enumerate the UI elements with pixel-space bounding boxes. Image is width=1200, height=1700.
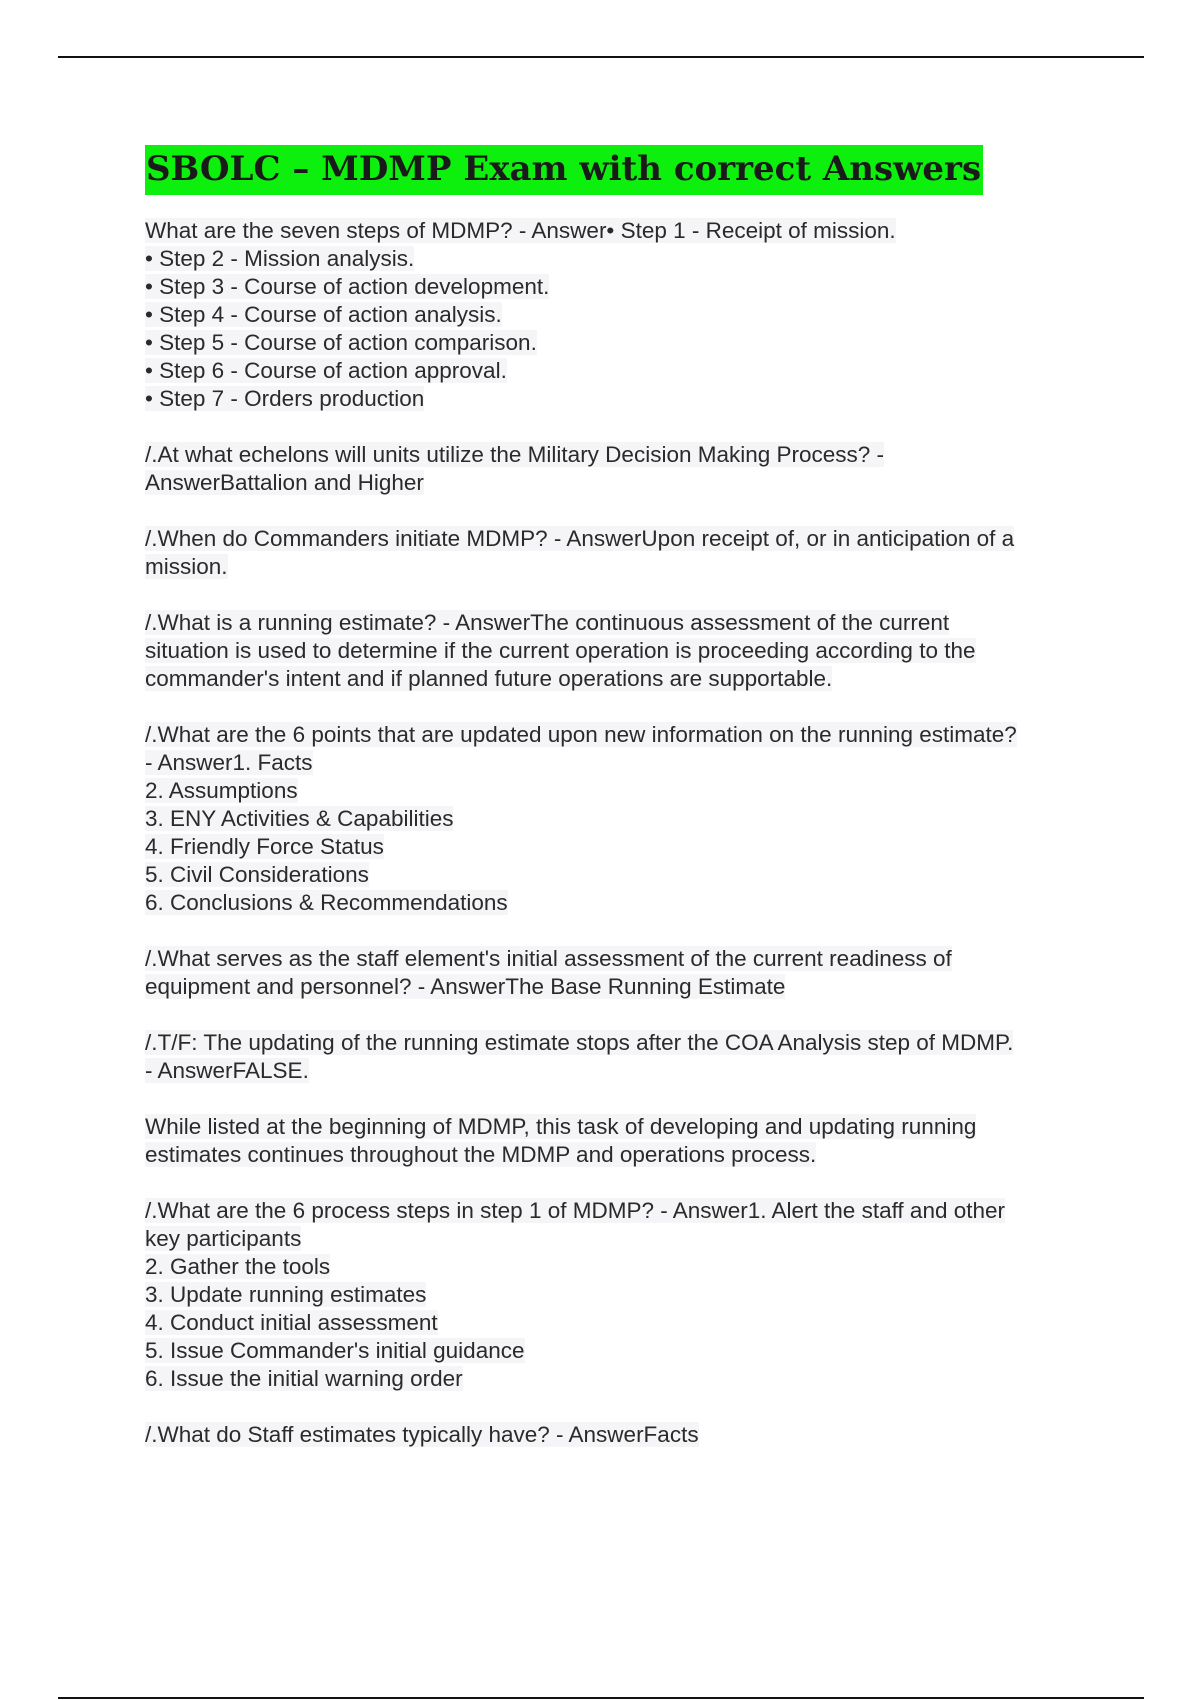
qa-line: AnswerBattalion and Higher — [145, 470, 424, 495]
qa-item — [145, 1197, 1095, 1393]
qa-line: 4. Conduct initial assessment — [145, 1310, 438, 1335]
qa-line: mission. — [145, 554, 228, 579]
qa-line: /.What are the 6 points that are updated upon new information on the running estimate? — [145, 722, 1017, 747]
qa-item — [145, 1113, 1095, 1169]
qa-item — [145, 525, 1095, 581]
qa-line: 2. Assumptions — [145, 778, 298, 803]
qa-line: - Answer1. Facts — [145, 750, 313, 775]
qa-item — [145, 441, 1095, 497]
qa-line: estimates continues throughout the MDMP and operations process. — [145, 1142, 817, 1167]
qa-line: • Step 5 - Course of action comparison. — [145, 330, 537, 355]
qa-line: /.What is a running estimate? - AnswerThe continuous assessment of the current — [145, 610, 950, 635]
header-rule — [58, 56, 1144, 58]
qa-item — [145, 721, 1095, 917]
qa-line: • Step 3 - Course of action development. — [145, 274, 550, 299]
qa-item — [145, 609, 1095, 693]
qa-line: 4. Friendly Force Status — [145, 834, 384, 859]
qa-line: 6. Issue the initial warning order — [145, 1366, 463, 1391]
qa-line: /.What serves as the staff element's initial assessment of the current readiness of — [145, 946, 952, 971]
qa-line: 3. Update running estimates — [145, 1282, 427, 1307]
qa-line: While listed at the beginning of MDMP, this task of developing and updating running — [145, 1114, 977, 1139]
footer-rule — [58, 1697, 1144, 1699]
qa-line: /.What do Staff estimates typically have? - AnswerFacts — [145, 1422, 699, 1447]
qa-line: situation is used to determine if the current operation is proceeding according to the — [145, 638, 976, 663]
qa-list — [145, 217, 1095, 1449]
qa-line: commander's intent and if planned future operations are supportable. — [145, 666, 833, 691]
qa-line: 3. ENY Activities & Capabilities — [145, 806, 454, 831]
document-title: SBOLC – MDMP Exam with correct Answers — [145, 145, 983, 195]
qa-line: • Step 6 - Course of action approval. — [145, 358, 507, 383]
qa-line: 5. Issue Commander's initial guidance — [145, 1338, 525, 1363]
qa-line: 6. Conclusions & Recommendations — [145, 890, 508, 915]
qa-line: • Step 2 - Mission analysis. — [145, 246, 415, 271]
qa-item — [145, 945, 1095, 1001]
qa-line: equipment and personnel? - AnswerThe Base Running Estimate — [145, 974, 786, 999]
qa-line: • Step 4 - Course of action analysis. — [145, 302, 502, 327]
qa-line: /.What are the 6 process steps in step 1 of MDMP? - Answer1. Alert the staff and other — [145, 1198, 1006, 1223]
qa-line: /.T/F: The updating of the running estimate stops after the COA Analysis step of MDMP. — [145, 1030, 1014, 1055]
qa-item — [145, 1421, 1095, 1449]
qa-line: /.At what echelons will units utilize the Military Decision Making Process? - — [145, 442, 885, 467]
qa-line: 2. Gather the tools — [145, 1254, 331, 1279]
qa-line: 5. Civil Considerations — [145, 862, 369, 887]
qa-line: • Step 7 - Orders production — [145, 386, 425, 411]
document-content — [145, 145, 1095, 1477]
qa-line: key participants — [145, 1226, 302, 1251]
qa-line: /.When do Commanders initiate MDMP? - AnswerUpon receipt of, or in anticipation of a — [145, 526, 1015, 551]
qa-line: What are the seven steps of MDMP? - Answer• Step 1 - Receipt of mission. — [145, 218, 896, 243]
qa-item — [145, 1029, 1095, 1085]
qa-line: - AnswerFALSE. — [145, 1058, 309, 1083]
qa-item — [145, 217, 1095, 413]
